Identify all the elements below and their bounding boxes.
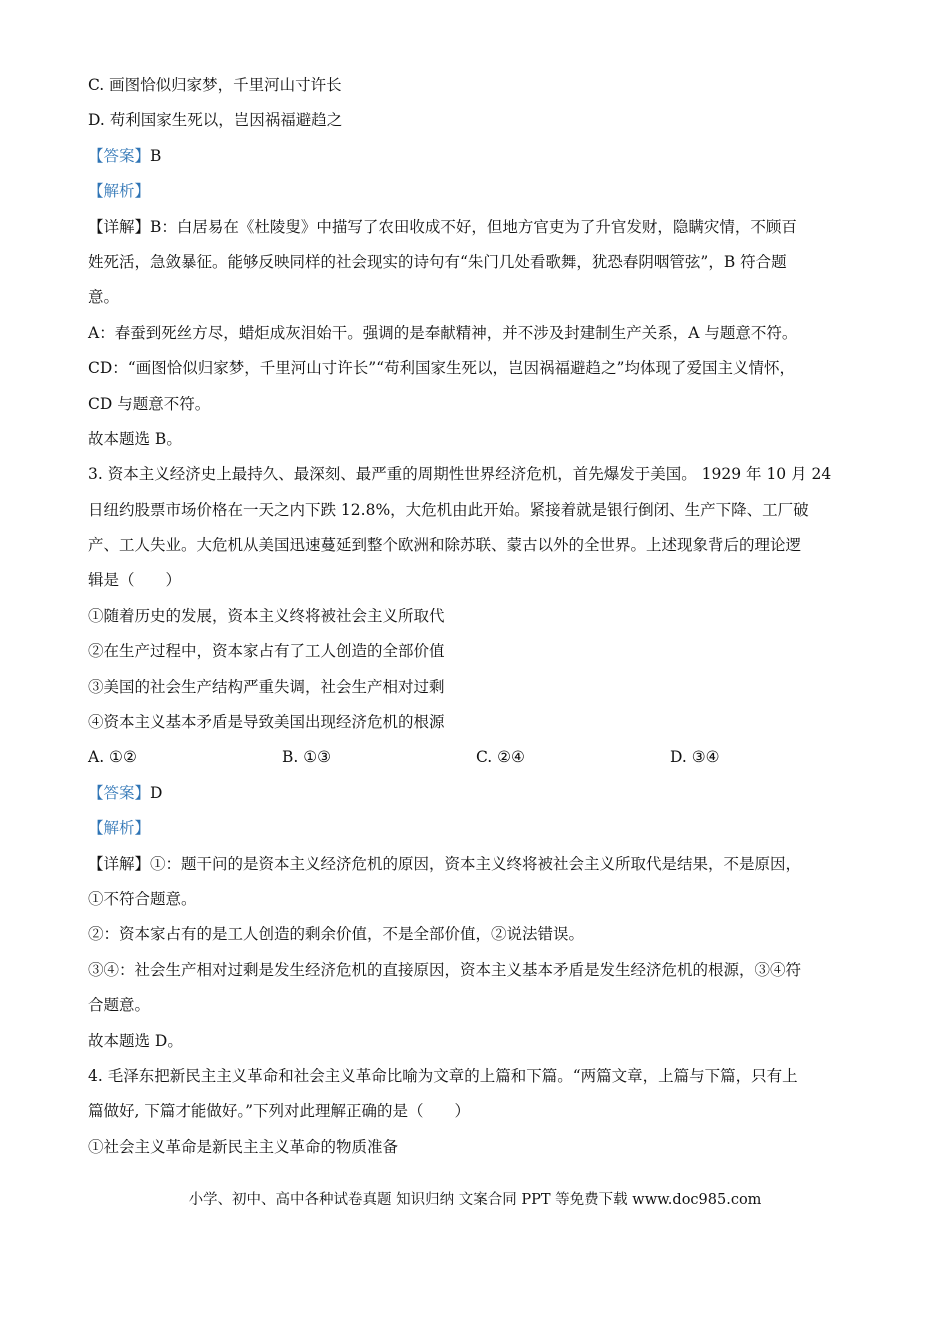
answer-value: B xyxy=(150,146,162,165)
answer-value: D xyxy=(150,783,163,802)
q2-detail-line: CD 与题意不符。 xyxy=(88,394,211,413)
q3-item-2: ②在生产过程中，资本家占有了工人创造的全部价值 xyxy=(88,642,445,661)
q2-detail-line: 意。 xyxy=(88,288,120,307)
analysis-tag: 【解析】 xyxy=(88,819,151,838)
q3-detail-line: ③④：社会生产相对过剩是发生经济危机的直接原因，资本主义基本矛盾是发生经济危机的根源，③④符 xyxy=(88,960,802,979)
q3-item-4: ④资本主义基本矛盾是导致美国出现经济危机的根源 xyxy=(88,713,445,732)
q2-answer xyxy=(88,139,878,174)
q3-item-3: ③美国的社会生产结构严重失调，社会生产相对过剩 xyxy=(88,677,445,696)
q3-stem-line: 3. 资本主义经济史上最持久、最深刻、最严重的周期性世界经济危机，首先爆发于美国。 1929 年 10 月 24 xyxy=(88,465,832,484)
q3-detail-line: 合题意。 xyxy=(88,996,151,1015)
q4-item-1: ①社会主义革命是新民主主义革命的物质准备 xyxy=(88,1137,399,1156)
q3-detail-line: ①不符合题意。 xyxy=(88,889,197,908)
q4-stem-line: 篇做好, 下篇才能做好。”下列对此理解正确的是（ ） xyxy=(88,1102,471,1121)
detail-text: B：白居易在《杜陵叟》中描写了农田收成不好，但地方官吏为了升官发财，隐瞒灾情，不顾百 xyxy=(150,217,797,236)
q2-option-d: D. 苟利国家生死以，岂因祸福避趋之 xyxy=(88,111,343,130)
q3-detail-line xyxy=(88,847,878,882)
q2-analysis xyxy=(88,174,878,209)
q3-stem-line: 产、工人失业。大危机从美国迅速蔓延到整个欧洲和除苏联、蒙古以外的全世界。上述现象背后的理论逻 xyxy=(88,536,802,555)
answer-tag: 【答案】 xyxy=(88,146,151,165)
document-page xyxy=(88,68,878,1165)
q3-answer xyxy=(88,776,878,811)
q3-option-b: B. ①③ xyxy=(282,748,332,767)
q3-option-d: D. ③④ xyxy=(670,748,720,767)
q2-detail-line: CD：“画图恰似归家梦，千里河山寸许长”“苟利国家生死以，岂因祸福避趋之”均体现了爱国主义情怀， xyxy=(88,359,795,378)
q3-stem-line: 日纽约股票市场价格在一天之内下跌 12.8%，大危机由此开始。紧接着就是银行倒闭、生产下降、工厂破 xyxy=(88,500,809,519)
q2-conclusion: 故本题选 B。 xyxy=(88,429,182,448)
q3-detail-line: ②：资本家占有的是工人创造的剩余价值，不是全部价值，②说法错误。 xyxy=(88,925,585,944)
q3-options xyxy=(88,740,878,775)
q2-detail-line: A：春蚕到死丝方尽，蜡炬成灰泪始干。强调的是奉献精神，并不涉及封建制生产关系，A 与题意不符。 xyxy=(88,323,798,342)
q3-option-c: C. ②④ xyxy=(476,748,525,767)
q2-option-c: C. 画图恰似归家梦，千里河山寸许长 xyxy=(88,76,342,94)
q3-option-a: A. ①② xyxy=(88,748,137,767)
detail-tag: 【详解】 xyxy=(88,217,151,236)
q3-analysis xyxy=(88,811,878,846)
q4-stem-line: 4. 毛泽东把新民主主义革命和社会主义革命比喻为文章的上篇和下篇。“两篇文章，上篇与下篇，只有上 xyxy=(88,1066,798,1085)
q3-conclusion: 故本题选 D。 xyxy=(88,1031,183,1050)
detail-text: ①：题干问的是资本主义经济危机的原因，资本主义终将被社会主义所取代是结果，不是原因， xyxy=(150,854,802,873)
q3-item-1: ①随着历史的发展，资本主义终将被社会主义所取代 xyxy=(88,606,445,625)
answer-tag: 【答案】 xyxy=(88,783,151,802)
analysis-tag: 【解析】 xyxy=(88,182,151,201)
detail-tag: 【详解】 xyxy=(88,854,151,873)
page-footer: 小学、初中、高中各种试卷真题 知识归纳 文案合同 PPT 等免费下载 www.doc985.com xyxy=(188,1192,762,1208)
q3-stem-line: 辑是（ ） xyxy=(88,571,182,590)
q2-detail-line: 姓死活，急敛暴征。能够反映同样的社会现实的诗句有“朱门几处看歌舞，犹恐春阴咽管弦”，B 符合题 xyxy=(88,252,787,271)
q2-detail-line xyxy=(88,210,878,245)
